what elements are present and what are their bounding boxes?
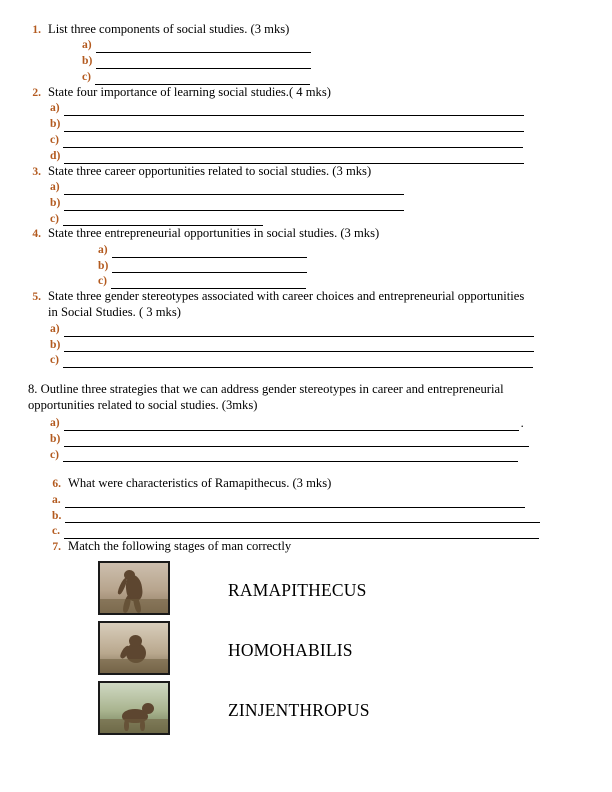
question-5-text-line2: in Social Studies. ( 3 mks) (48, 304, 181, 319)
question-5-line (26, 289, 586, 305)
sub-label-a: a) (82, 38, 92, 52)
matching-image-column (26, 561, 186, 741)
question-4-answer-c[interactable] (98, 274, 586, 289)
question-4-number: 4. (32, 228, 41, 241)
match-label-zinjenthropus[interactable]: ZINJENTHROPUS (228, 700, 370, 721)
question-5 (26, 289, 586, 368)
question-3 (26, 164, 586, 227)
question-2-line (26, 85, 586, 100)
question-2-text: State four importance of learning social studies.( 4 mks) (48, 84, 331, 99)
question-8-answer-a[interactable] (50, 415, 586, 431)
question-2-answer-c[interactable] (50, 133, 586, 148)
question-2-answer-b[interactable] (50, 117, 586, 132)
question-8-text (28, 382, 586, 413)
sub-label-b: b. (52, 508, 62, 522)
question-7-line (46, 539, 586, 554)
sub-label-b: b) (98, 258, 109, 272)
question-1-answer-a[interactable] (82, 38, 586, 53)
question-1-text: List three components of social studies. (3 mks) (48, 22, 290, 36)
question-3-answer-a[interactable] (50, 180, 586, 195)
question-2-answer-a[interactable] (50, 101, 586, 116)
question-4 (26, 226, 586, 289)
question-3-answer-c[interactable] (50, 212, 586, 227)
question-5-answer-b[interactable] (50, 338, 586, 353)
answer-line[interactable] (63, 449, 518, 462)
sub-label-c: c) (50, 132, 60, 146)
answer-line[interactable] (64, 119, 524, 132)
question-5-answer-c[interactable] (50, 353, 586, 368)
question-7-number: 7. (52, 541, 61, 554)
sub-label-c: c) (50, 211, 60, 225)
answer-line[interactable] (64, 103, 524, 116)
question-1-number: 1. (32, 24, 41, 36)
answer-line[interactable] (64, 182, 404, 195)
question-3-line (26, 164, 586, 179)
sub-label-b: b) (50, 337, 61, 351)
match-label-ramapithecus[interactable]: RAMAPITHECUS (228, 580, 367, 601)
answer-line[interactable] (64, 418, 519, 431)
sub-label-a: a) (98, 242, 108, 256)
question-4-answer-b[interactable] (98, 259, 586, 274)
sub-label-c: c) (50, 447, 60, 461)
question-6-answer-c[interactable] (52, 524, 586, 539)
question-1-line (26, 22, 586, 37)
question-8-number: 8. (28, 382, 38, 397)
question-8-answer-c[interactable] (50, 448, 586, 463)
question-8-text-line1: Outline three strategies that we can address gender stereotypes in career and entrepreneurial (40, 382, 504, 397)
question-1-answer-c[interactable] (82, 70, 586, 85)
trailing-period: . (520, 415, 524, 430)
question-6 (26, 476, 586, 539)
answer-line[interactable] (96, 40, 311, 53)
sub-label-c: c) (50, 353, 60, 367)
ramapithecus-figure[interactable] (98, 561, 170, 615)
matching-label-column (186, 561, 586, 741)
question-3-text: State three career opportunities related to social studies. (3 mks) (48, 163, 372, 178)
question-6-answer-a[interactable] (52, 493, 586, 508)
answer-line[interactable] (64, 324, 534, 337)
question-6-text: What were characteristics of Ramapithecus. (3 mks) (68, 476, 332, 491)
question-8-text-line2: opportunities related to social studies. (3mks) (28, 397, 258, 412)
question-5-answer-a[interactable] (50, 322, 586, 337)
sub-label-b: b) (50, 117, 61, 131)
sub-label-a: a. (52, 492, 61, 506)
match-label-homohabilis[interactable]: HOMOHABILIS (228, 640, 353, 661)
answer-line[interactable] (63, 213, 263, 226)
answer-line[interactable] (64, 151, 524, 164)
sub-label-a: a) (50, 101, 60, 115)
sub-label-c: c) (98, 274, 108, 288)
answer-line[interactable] (63, 355, 533, 368)
zinjenthropus-figure[interactable] (98, 681, 170, 735)
question-1-answer-b[interactable] (82, 54, 586, 69)
question-5-number: 5. (32, 291, 41, 304)
answer-line[interactable] (112, 245, 307, 258)
sub-label-b: b) (50, 195, 61, 209)
sub-label-a: a) (50, 321, 60, 335)
answer-line[interactable] (96, 56, 311, 69)
sub-label-b: b) (50, 431, 61, 445)
question-3-number: 3. (32, 165, 41, 178)
sub-label-c: c. (52, 524, 61, 538)
answer-line[interactable] (112, 260, 307, 273)
question-2-answer-d[interactable] (50, 149, 586, 164)
matching-exercise (26, 561, 586, 741)
question-2 (26, 85, 586, 164)
question-2-number: 2. (32, 86, 41, 99)
answer-line[interactable] (65, 510, 540, 523)
question-4-text: State three entrepreneurial opportunities in social studies. (3 mks) (48, 226, 380, 241)
question-4-line (26, 226, 586, 241)
question-7 (26, 539, 586, 740)
answer-line[interactable] (64, 198, 404, 211)
homohabilis-figure[interactable] (98, 621, 170, 675)
sub-label-a: a) (50, 415, 60, 429)
sub-label-a: a) (50, 179, 60, 193)
question-7-text: Match the following stages of man correctly (68, 539, 292, 554)
question-1 (26, 22, 586, 85)
question-6-answer-b[interactable] (52, 509, 586, 524)
question-4-answer-a[interactable] (98, 243, 586, 258)
answer-line[interactable] (64, 339, 534, 352)
answer-line[interactable] (63, 135, 523, 148)
question-3-answer-b[interactable] (50, 196, 586, 211)
question-6-line (46, 476, 586, 491)
question-8 (26, 382, 586, 462)
answer-line[interactable] (64, 526, 539, 539)
question-5-text: State three gender stereotypes associated with career choices and entrepreneurial opportunities (48, 289, 525, 304)
sub-label-d: d) (50, 148, 61, 162)
question-6-number: 6. (52, 478, 61, 491)
answer-line[interactable] (111, 276, 306, 289)
sub-label-c: c) (82, 70, 92, 84)
question-8-answer-b[interactable] (50, 432, 586, 447)
answer-line[interactable] (64, 434, 529, 447)
answer-line[interactable] (95, 72, 310, 85)
answer-line[interactable] (65, 495, 525, 508)
sub-label-b: b) (82, 54, 93, 68)
